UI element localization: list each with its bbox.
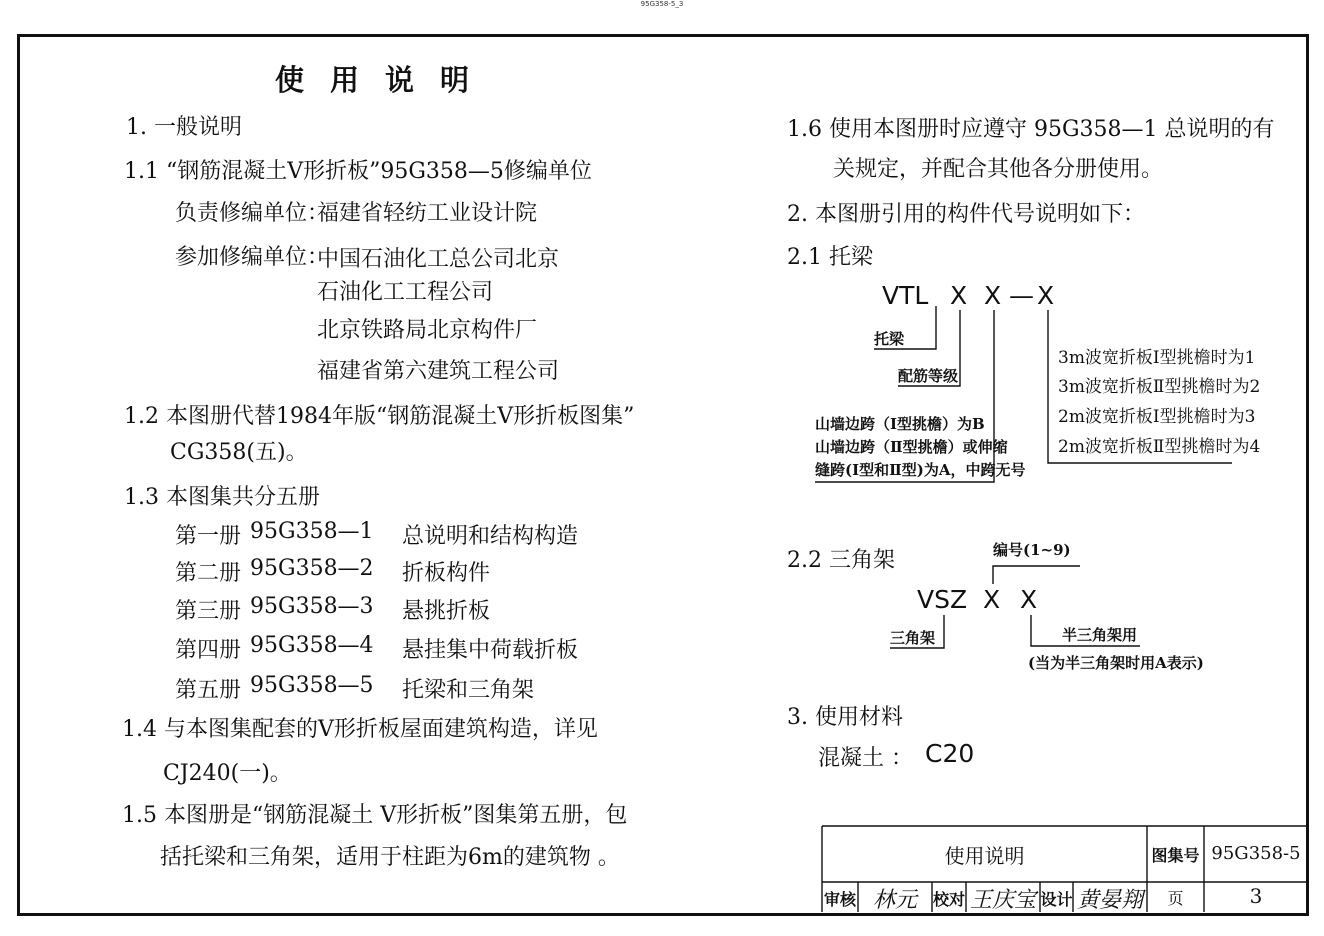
section-1-4-line2: CJ240(一)。 [163,761,292,786]
label-grade: 配筋等级 [898,367,959,385]
tb-design-signature: 黄晏翔 [1076,888,1143,913]
section-1-2-line2: CG358(五)。 [170,440,308,465]
type-note: 3m波宽折板Ⅱ型挑檐时为2 [1058,377,1261,397]
code-x-grade: X [950,281,968,310]
section-1-6-line1: 1.6 使用本图册时应遵守 95G358—1 总说明的有 [787,117,1275,142]
participating-unit: 石油化工工程公司 [317,280,494,305]
volume-name: 第三册 [175,599,242,624]
tb-review-signature: 林元 [872,888,917,913]
volume-name: 第二册 [175,561,242,586]
tb-check-label: 校对 [932,890,965,909]
code-dash: — [1009,281,1034,310]
section-1-1: 1.1 “钢筋混凝土V形折板”95G358—5修编单位 [124,159,592,184]
section-2-1: 2.1 托梁 [787,245,873,270]
section-1-5-line2: 括托梁和三角架，适用于柱距为6m的建筑物 。 [160,845,620,870]
volume-name: 第一册 [175,524,242,549]
volume-code: 95G358—4 [250,633,374,658]
label-number: 编号(1~9) [993,541,1071,559]
volume-title: 悬挂集中荷载折板 [402,638,579,663]
responsible-unit-value: 福建省轻纺工业设计院 [317,201,538,226]
volume-title: 折板构件 [402,561,491,586]
type-note: 3m波宽折板Ⅰ型挑檐时为1 [1058,348,1256,368]
tb-review-label: 审核 [823,890,856,909]
code-vtl: VTL [882,281,929,310]
section-3-heading: 3. 使用材料 [787,705,903,730]
section-2-2: 2.2 三角架 [787,548,895,573]
tb-check-signature: 王庆宝 [969,888,1036,913]
code-x-span: X [984,281,1002,310]
concrete-value: C20 [925,739,975,768]
span-note: 山墙边跨（Ⅰ型挑檐）为B [815,415,985,433]
label-sanjiaojia: 三角架 [890,629,936,647]
participating-unit: 福建省第六建筑工程公司 [317,359,560,384]
code-x-half: X [1020,585,1038,614]
code-vsz: VSZ [917,585,968,614]
volume-title: 悬挑折板 [402,599,491,624]
participating-unit: 北京铁路局北京构件厂 [317,318,538,343]
volume-title: 托梁和三角架 [402,678,535,703]
section-2-heading: 2. 本图册引用的构件代号说明如下： [787,202,1145,227]
tb-drawing-name: 使用说明 [944,844,1025,868]
type-note: 2m波宽折板Ⅱ型挑檐时为4 [1058,437,1261,457]
code-x-type: X [1037,281,1055,310]
code-x-num: X [983,585,1001,614]
participating-unit-label: 参加修编单位： [175,245,330,270]
tb-page-label: 页 [1167,889,1184,908]
tb-atlas-label: 图集号 [1151,846,1200,865]
section-1-2-line1: 1.2 本图册代替1984年版“钢筋混凝土V形折板图集” [124,404,635,429]
volume-code: 95G358—1 [250,519,374,544]
label-half: 半三角架用 [1062,626,1138,644]
span-note: 山墙边跨（Ⅱ型挑檐）或伸缩 [815,438,1008,456]
concrete-label: 混凝土 ： [818,746,913,771]
span-note: 缝跨(Ⅰ型和Ⅱ型)为A，中跨无号 [815,461,1026,479]
page-header: 95G358-5_3 [640,0,684,8]
section-1-5-line1: 1.5 本图册是“钢筋混凝土 V形折板”图集第五册，包 [122,803,628,828]
volume-code: 95G358—3 [250,594,374,619]
volume-name: 第四册 [175,638,242,663]
label-tuoliang: 托梁 [874,330,905,348]
type-note: 2m波宽折板Ⅰ型挑檐时为3 [1058,407,1256,427]
section-1-6-line2: 关规定，并配合其他各分册使用。 [833,157,1164,182]
volume-code: 95G358—5 [250,673,374,698]
page-title: 使用说明 [275,63,496,97]
section-1-4-line1: 1.4 与本图集配套的V形折板屋面建筑构造，详见 [122,717,598,742]
section-1-3: 1.3 本图集共分五册 [124,485,320,510]
tb-atlas-no: 95G358-5 [1211,843,1301,864]
responsible-unit-label: 负责修编单位： [175,201,330,226]
participating-unit: 中国石油化工总公司北京 [317,247,560,272]
tb-page-no: 3 [1249,884,1263,908]
section-1-heading: 1. 一般说明 [126,115,242,140]
volume-title: 总说明和结构构造 [402,524,579,549]
label-half-note: (当为半三角架时用A表示) [1028,654,1204,672]
tb-design-label: 设计 [1040,890,1073,909]
volume-code: 95G358—2 [250,556,374,581]
volume-name: 第五册 [175,678,242,703]
